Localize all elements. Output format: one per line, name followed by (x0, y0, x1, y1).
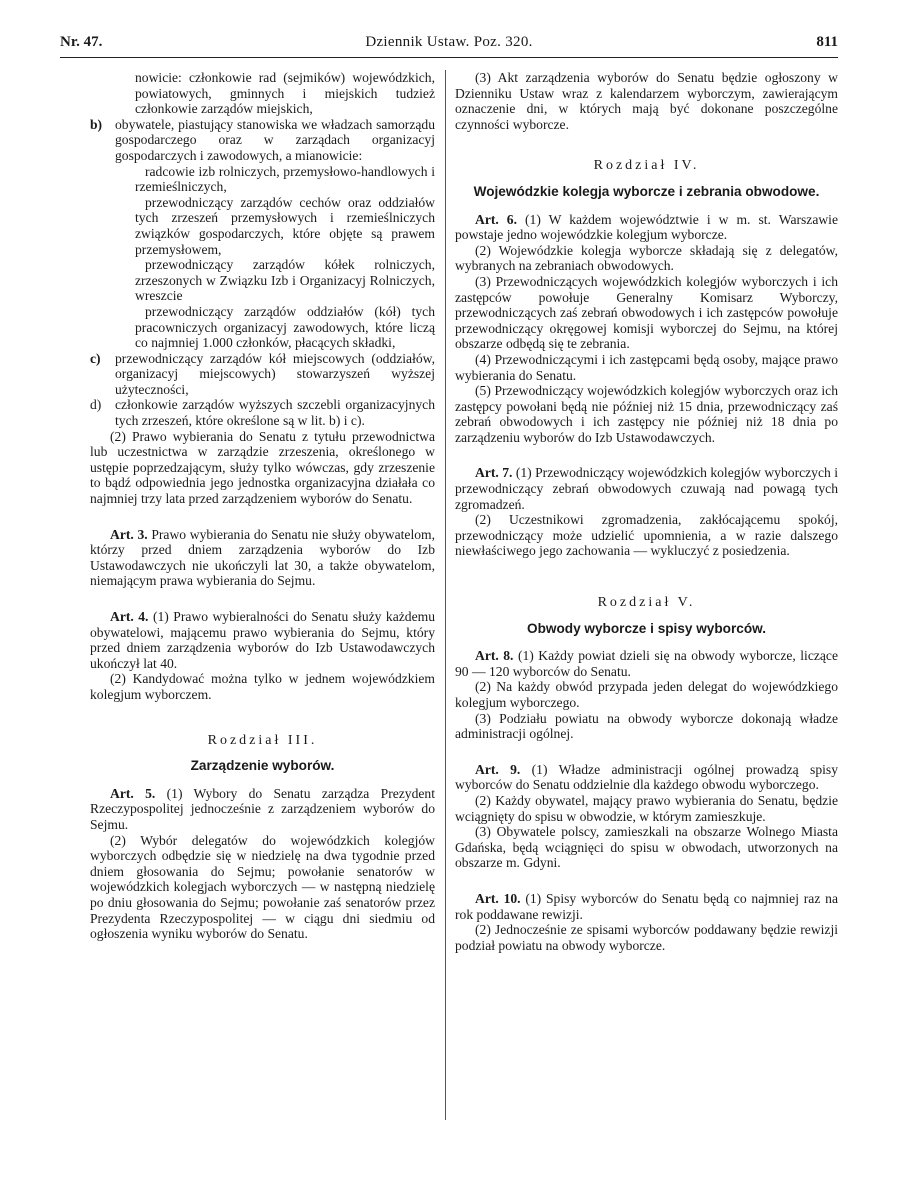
column-divider (445, 70, 446, 1120)
paragraph: (4) Przewodniczącymi i ich zastępcami będą osoby, mające prawo wybierania do Senatu. (455, 351, 838, 383)
list-item-b (90, 117, 435, 164)
article-label: Art. 7. (475, 465, 513, 481)
header-rule (60, 57, 838, 58)
chapter-heading: Rozdział III. (207, 732, 318, 748)
paragraph: (2) Kandydować można tylko w jednem wojewódzkiem kolegjum wyborczem. (90, 671, 435, 702)
article-text: (1) W każdem województwie i w m. st. Warszawie powstaje jedno wojewódzkie kolegjum wyborcze. (455, 211, 838, 243)
article-text: Prawo wybierania do Senatu nie służy obywatelom, którzy przed dniem zarządzenia wyborów do Izb Ustawodawczych nie ukończyli lat 30, a także obywatelom, niemającym prawa wybierania do Sejmu. (90, 526, 436, 589)
article-text: (1) Wybory do Senatu zarządza Prezydent Rzeczypospolitej jednocześnie z zarządzeniem wyborów do Sejmu. (90, 785, 436, 832)
article-label: Art. 8. (475, 648, 514, 664)
article-3 (90, 527, 435, 589)
chapter-title: Obwody wyborcze i spisy wyborców. (527, 620, 766, 636)
article-label: Art. 4. (110, 609, 149, 624)
article-text: (1) Spisy wyborców do Senatu będą co najmniej raz na rok poddawane rewizji. (455, 890, 838, 922)
article-label: Art. 10. (475, 890, 521, 906)
page-header (60, 34, 838, 56)
sub-paragraph: przewodniczący zarządów oddziałów (kół) tych pracowniczych organizacyj zawodowych, które liczą co najmniej 1.000 członków, płacących składki, (135, 303, 435, 351)
article-text: (1) Prawo wybieralności do Senatu służy każdemu obywatelowi, mającemu prawo wybierania do Sejmu, który przed dniem zarządzenia wyborów do Izb Ustawodawczych ukończył lat 40. (90, 609, 435, 671)
article-label: Art. 3. (110, 526, 148, 542)
sub-paragraph: przewodniczący zarządów cechów oraz oddziałów tych zrzeszeń przemysłowych i rzemieślniczych związków gospodarczych, które objęte są prawem przemysłowem, (135, 194, 435, 257)
right-column (455, 70, 838, 953)
paragraph: (2) Na każdy obwód przypada jeden delegat do wojewódzkiego kolegjum wyborczego. (455, 679, 838, 710)
sub-paragraph: przewodniczący zarządów kółek rolniczych, zrzeszonych w Związku Izb i Organizacyj Rolniczych, wreszcie (135, 257, 435, 304)
page-number: 811 (816, 34, 838, 50)
paragraph: (2) Wojewódzkie kolegja wyborcze składają się z delegatów, wybranych na zebraniach obwodowych. (455, 242, 838, 274)
paragraph: (3) Przewodniczących wojewódzkich kolegjów wyborczych i ich zastępców powołuje Generalny Komisarz Wyborczy, przewodniczących zaś zebrań obwodowych i ich zastępców powołuje przewodniczący okręgowej komisji wyborczej do Sejmu, na której obszarze odbędą się te zebrania. (455, 273, 838, 352)
article-label: Art. 5. (110, 785, 156, 801)
article-9 (455, 762, 838, 793)
article-8 (455, 648, 838, 679)
paragraph: (2) Każdy obywatel, mający prawo wybierania do Senatu, będzie wciągnięty do spisu w obwodzie, w którym zamieszkuje. (455, 792, 838, 824)
list-text: przewodniczący zarządów kół miejscowych (oddziałów, organizacyj miejscowych) stowarzyszeń wyższej użyteczności, (115, 350, 435, 397)
article-text: (1) Władze administracji ogólnej prowadzą spisy wyborców do Senatu oddzielnie dla każdego obwodu wyborczego. (455, 761, 838, 793)
sub-paragraph: radcowie izb rolniczych, przemysłowo-handlowych i rzemieślniczych, (135, 163, 435, 195)
list-text: członkowie zarządów wyższych szczebli organizacyjnych tych zrzeszeń, które określone są w lit. b) i c). (115, 397, 435, 429)
list-item-d (90, 397, 435, 428)
chapter-heading: Rozdział V. (597, 595, 696, 611)
list-text: obywatele, piastujący stanowiska we władzach samorządu gospodarczego oraz w zarządach organizacyj gospodarczych i zawodowych, a mianowicie: (115, 116, 435, 163)
paragraph: (3) Akt zarządzenia wyborów do Senatu będzie ogłoszony w Dzienniku Ustaw wraz z kalendarzem wyborczym, zawierającym oznaczenie dni, w których mają być dokonane poszczególne czynności wyborcze. (455, 70, 838, 132)
article-text: (1) Każdy powiat dzieli się na obwody wyborcze, liczące 90 — 120 wyborców do Senatu. (455, 648, 838, 679)
paragraph: (2) Uczestnikowi zgromadzenia, zakłócającemu spokój, przewodniczący może udzielić upomnienia, a w razie dalszego niewłaściwego jego zachowania — wykluczyć z posiedzenia. (455, 512, 838, 559)
article-4 (90, 609, 435, 671)
article-6 (455, 212, 838, 243)
chapter-title: Zarządzenie wyborów. (190, 758, 335, 774)
list-marker: c) (90, 350, 101, 366)
article-label: Art. 6. (475, 211, 517, 227)
paragraph: (3) Obywatele polscy, zamieszkali na obszarze Wolnego Miasta Gdańska, będą wciągnięci do spisu w obwodach, utworzonych na obszarze m. Gdyni. (455, 824, 838, 871)
article-label: Art. 9. (475, 761, 521, 777)
chapter-title: Wojewódzkie kolegja wyborcze i zebrania obwodowe. (473, 183, 820, 199)
chapter-heading: Rozdział IV. (593, 158, 700, 174)
article-7 (455, 465, 838, 512)
issue-number: Nr. 47. (60, 34, 103, 50)
list-marker: d) (90, 397, 102, 413)
left-column (90, 70, 435, 942)
paragraph: (2) Wybór delegatów do wojewódzkich kolegjów wyborczych odbędzie się w niedzielę na dwa tygodnie przed dniem głosowania do Sejmu; powołanie senatorów w wojewódzkich kolegjach wyborczych — w następną niedzielę po dniu głosowania do Sejmu; powołanie zaś senatorów przez Prezydenta Rzeczypospolitej — w ciągu dni siedmiu od ogłoszenia wyniku wyborów do Senatu. (90, 832, 435, 942)
paragraph: nowicie: członkowie rad (sejmików) wojewódzkich, powiatowych, gminnych i miejskich tudzież członkowie zarządów miejskich, (135, 70, 435, 117)
journal-title: Dziennik Ustaw. Poz. 320. (365, 34, 533, 50)
paragraph: (3) Podziału powiatu na obwody wyborcze dokonają władze administracji ogólnej. (455, 710, 838, 742)
article-10 (455, 891, 838, 922)
paragraph: (2) Prawo wybierania do Senatu z tytułu przewodnictwa lub uczestnictwa w zarządzie zrzeszenia, określonego w ustępie poprzedzającym, służy tylko wówczas, gdy zrzeszenie to bądź odpowiednia jego jednostka organizacyjna działała co najmniej trzy lata przed zarządzeniem wyborów do Senatu. (90, 428, 435, 507)
list-item-c (90, 351, 435, 398)
list-marker: b) (90, 116, 103, 132)
paragraph: (2) Jednocześnie ze spisami wyborców poddawany będzie rewizji podział powiatu na obwody wyborcze. (455, 922, 838, 953)
article-5 (90, 786, 435, 833)
paragraph: (5) Przewodniczący wojewódzkich kolegjów wyborczych oraz ich zastępcy powołani będą nie później niż 15 dnia, przewodniczący zaś zebrań obwodowych i ich zastępcy nie później niż 18 dnia po zarządzeniu wyborów do Izb Ustawodawczych. (455, 383, 838, 445)
article-text: (1) Przewodniczący wojewódzkich kolegjów wyborczych i przewodniczący zebrań obwodowych czuwają nad powagą tych zgromadzeń. (455, 465, 838, 512)
